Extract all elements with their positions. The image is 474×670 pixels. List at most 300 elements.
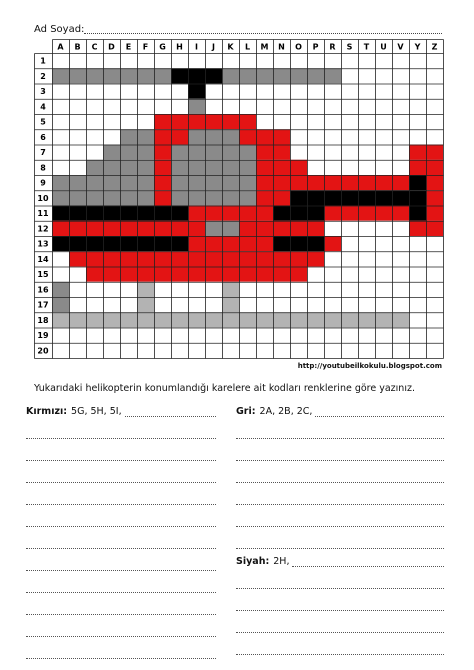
grid-cell: [137, 343, 154, 358]
grid-cell: [324, 267, 341, 282]
grid-cell: [103, 160, 120, 175]
grid-cell: [290, 114, 307, 129]
grid-cell: [341, 251, 358, 266]
grid-cell: [86, 328, 103, 343]
grid-cell: [273, 160, 290, 175]
grid-cell: [409, 343, 426, 358]
column-label: B: [74, 42, 81, 52]
column-label: R: [329, 42, 336, 52]
grid-cell: [103, 343, 120, 358]
grid-cell: [188, 84, 205, 99]
grid-cell: [222, 251, 239, 266]
grid-cell: [256, 190, 273, 205]
grid-cell: [358, 160, 375, 175]
grid-cell: [137, 68, 154, 83]
grid-cell: [375, 175, 392, 190]
grid-cell: [324, 343, 341, 358]
grid-cell: [171, 236, 188, 251]
column-label: G: [159, 42, 166, 52]
grid-cell: [341, 282, 358, 297]
grid-cell: [239, 160, 256, 175]
grid-cell: [86, 206, 103, 221]
grid-cell: [358, 328, 375, 343]
grid-cell: [171, 328, 188, 343]
grid-cell: [69, 206, 86, 221]
grid-cell: [137, 221, 154, 236]
grid-cell: [137, 160, 154, 175]
grid-cell: [137, 129, 154, 144]
grid-cell: [205, 114, 222, 129]
grid-cell: [341, 68, 358, 83]
grid-cell: [358, 282, 375, 297]
grid-cell: [307, 297, 324, 312]
grid-cell: [256, 251, 273, 266]
grid-cell: [290, 145, 307, 160]
grid-cell: [103, 236, 120, 251]
grid-cell: [341, 175, 358, 190]
grid-cell: [324, 114, 341, 129]
grid-cell: [426, 53, 443, 68]
answer-line[interactable]: [26, 439, 216, 461]
grid-cell: [307, 175, 324, 190]
grid-cell: [392, 84, 409, 99]
row-label: 3: [40, 87, 46, 97]
grid-cell: [426, 190, 443, 205]
grid-cell: [375, 129, 392, 144]
grid-cell: [103, 328, 120, 343]
answer-line[interactable]: [236, 611, 444, 633]
grid-cell: [256, 267, 273, 282]
grid-cell: [256, 129, 273, 144]
grid-cell: [409, 251, 426, 266]
grid-cell: [239, 236, 256, 251]
grid-cell: [290, 53, 307, 68]
grid-cell: [239, 129, 256, 144]
grid-cell: [375, 312, 392, 327]
grid-cell: [256, 175, 273, 190]
grid-cell: [86, 236, 103, 251]
grid-cell: [52, 312, 69, 327]
grid-cell: [239, 145, 256, 160]
grid-cell: [307, 312, 324, 327]
grid-cell: [120, 267, 137, 282]
grid-cell: [120, 114, 137, 129]
answer-line[interactable]: [236, 461, 444, 483]
grid-cell: [205, 99, 222, 114]
grid-cell: [69, 190, 86, 205]
grid-cell: [154, 145, 171, 160]
grid-cell: [392, 206, 409, 221]
grid-cell: [120, 282, 137, 297]
grid-cell: [69, 236, 86, 251]
grid-cell: [137, 175, 154, 190]
grid-cell: [86, 267, 103, 282]
grid-cell: [409, 129, 426, 144]
grid-cell: [154, 282, 171, 297]
row-label: 19: [37, 331, 49, 341]
grid-cell: [52, 206, 69, 221]
grid-cell: [256, 236, 273, 251]
grid-cell: [392, 190, 409, 205]
ad-soyad-field[interactable]: [84, 33, 442, 34]
grid-cell: [171, 145, 188, 160]
grid-cell: [69, 343, 86, 358]
answer-line[interactable]: [26, 483, 216, 505]
grid-cell: [239, 206, 256, 221]
grid-cell: [69, 84, 86, 99]
grid-cell: [205, 175, 222, 190]
grid-cell: [409, 267, 426, 282]
column-label: N: [278, 42, 285, 52]
answer-line[interactable]: [26, 461, 216, 483]
grid-cell: [324, 328, 341, 343]
grid-cell: [154, 160, 171, 175]
grid-cell: [52, 236, 69, 251]
grid-cell: [426, 175, 443, 190]
grid-cell: [188, 221, 205, 236]
grid-cell: [171, 343, 188, 358]
grid-cell: [205, 297, 222, 312]
siyah-label: Siyah:: [236, 556, 270, 567]
grid-cell: [392, 160, 409, 175]
grid-cell: [273, 190, 290, 205]
grid-cell: [137, 190, 154, 205]
kirmizi-label: Kırmızı:: [26, 406, 68, 417]
grid-cell: [324, 190, 341, 205]
grid-cell: [273, 312, 290, 327]
grid-cell: [392, 236, 409, 251]
grid-cell: [222, 282, 239, 297]
grid-cell: [69, 53, 86, 68]
grid-cell: [256, 68, 273, 83]
grid-cell: [239, 53, 256, 68]
answer-line[interactable]: [26, 505, 216, 527]
grid-cell: [358, 84, 375, 99]
row-label: 14: [37, 254, 49, 264]
grid-cell: [222, 312, 239, 327]
grid-cell: [290, 251, 307, 266]
credit-url: http://youtubeilkokulu.blogspot.com: [297, 362, 442, 370]
answer-line[interactable]: [26, 527, 216, 549]
grid-cell: [409, 190, 426, 205]
grid-cell: [205, 328, 222, 343]
grid-cell: [324, 312, 341, 327]
answer-line[interactable]: [26, 637, 216, 659]
grid-cell: [120, 236, 137, 251]
grid-cell: [103, 267, 120, 282]
grid-cell: [239, 343, 256, 358]
grid-cell: [69, 251, 86, 266]
grid-cell: [171, 297, 188, 312]
grid-cell: [392, 297, 409, 312]
grid-cell: [409, 206, 426, 221]
grid-cell: [375, 145, 392, 160]
answer-line[interactable]: [292, 557, 444, 567]
grid-cell: [273, 236, 290, 251]
grid-cell: [375, 114, 392, 129]
answer-line[interactable]: [26, 549, 216, 571]
grid-cell: [358, 68, 375, 83]
grid-cell: [358, 145, 375, 160]
grid-cell: [358, 190, 375, 205]
answer-line[interactable]: [236, 505, 444, 527]
grid-cell: [392, 68, 409, 83]
row-label: 11: [37, 209, 49, 219]
grid-cell: [137, 267, 154, 282]
grid-cell: [239, 99, 256, 114]
column-label: U: [380, 42, 387, 52]
answer-line[interactable]: [236, 527, 444, 549]
column-label: A: [57, 42, 64, 52]
grid-cell: [188, 312, 205, 327]
grid-cell: [409, 312, 426, 327]
column-label: O: [295, 42, 302, 52]
grid-cell: [324, 84, 341, 99]
grid-cell: [120, 221, 137, 236]
grid-cell: [392, 343, 409, 358]
grid-cell: [426, 84, 443, 99]
answer-line[interactable]: [26, 571, 216, 593]
grid-cell: [103, 297, 120, 312]
grid-cell: [341, 160, 358, 175]
grid-cell: [358, 99, 375, 114]
column-label: D: [108, 42, 115, 52]
grid-cell: [171, 282, 188, 297]
grid-cell: [324, 221, 341, 236]
grid-cell: [205, 221, 222, 236]
grid-cell: [171, 221, 188, 236]
answer-line[interactable]: [26, 615, 216, 637]
grid-cell: [188, 53, 205, 68]
column-label: S: [346, 42, 353, 52]
grid-cell: [239, 328, 256, 343]
grid-cell: [171, 53, 188, 68]
grid-cell: [375, 267, 392, 282]
grid-cell: [137, 145, 154, 160]
grid-cell: [290, 221, 307, 236]
grid-cell: [52, 251, 69, 266]
grid-cell: [171, 175, 188, 190]
grid-cell: [273, 145, 290, 160]
grid-cell: [409, 53, 426, 68]
grid-cell: [103, 114, 120, 129]
grid-cell: [171, 68, 188, 83]
grid-cell: [52, 53, 69, 68]
grid-cell: [290, 175, 307, 190]
grid-cell: [103, 175, 120, 190]
grid-cell: [426, 221, 443, 236]
grid-cell: [392, 175, 409, 190]
answer-line[interactable]: [236, 567, 444, 589]
grid-cell: [52, 160, 69, 175]
grid-cell: [324, 236, 341, 251]
grid-cell: [205, 129, 222, 144]
grid-cell: [103, 312, 120, 327]
grid-cell: [205, 53, 222, 68]
siyah-example: 2H,: [273, 556, 290, 567]
grid-cell: [205, 343, 222, 358]
grid-cell: [307, 221, 324, 236]
grid-cell: [239, 251, 256, 266]
grid-cell: [273, 251, 290, 266]
siyah-answer-area[interactable]: [236, 555, 444, 655]
grid-cell: [358, 312, 375, 327]
row-label: 6: [40, 132, 46, 142]
grid-cell: [273, 328, 290, 343]
grid-cell: [188, 99, 205, 114]
grid-cell: [239, 221, 256, 236]
gri-answer-area[interactable]: [236, 405, 444, 549]
column-label: F: [142, 42, 149, 52]
grid-cell: [375, 236, 392, 251]
grid-cell: [341, 145, 358, 160]
grid-cell: [69, 175, 86, 190]
grid-cell: [205, 160, 222, 175]
grid-cell: [120, 129, 137, 144]
grid-cell: [154, 221, 171, 236]
grid-cell: [154, 267, 171, 282]
grid-cell: [392, 145, 409, 160]
grid-cell: [307, 328, 324, 343]
grid-cell: [154, 53, 171, 68]
grid-cell: [137, 251, 154, 266]
grid-cell: [256, 297, 273, 312]
grid-cell: [205, 68, 222, 83]
grid-cell: [69, 221, 86, 236]
grid-cell: [222, 190, 239, 205]
grid-cell: [154, 297, 171, 312]
grid-cell: [239, 267, 256, 282]
grid-cell: [307, 206, 324, 221]
grid-cell: [375, 68, 392, 83]
grid-cell: [86, 312, 103, 327]
grid-cell: [52, 84, 69, 99]
grid-cell: [273, 206, 290, 221]
grid-cell: [375, 160, 392, 175]
grid-cell: [426, 114, 443, 129]
grid-cell: [52, 297, 69, 312]
grid-cell: [222, 267, 239, 282]
row-label: 15: [37, 270, 49, 280]
grid-cell: [324, 175, 341, 190]
grid-cell: [426, 282, 443, 297]
column-label: H: [176, 42, 183, 52]
column-label: I: [195, 42, 198, 52]
grid-cell: [273, 343, 290, 358]
grid-cell: [205, 267, 222, 282]
grid-cell: [239, 114, 256, 129]
grid-cell: [52, 221, 69, 236]
kirmizi-answer-area[interactable]: [26, 405, 216, 659]
grid-cell: [392, 221, 409, 236]
grid-cell: [69, 267, 86, 282]
grid-cell: [256, 206, 273, 221]
grid-cell: [324, 145, 341, 160]
grid-cell: [426, 206, 443, 221]
grid-cell: [426, 99, 443, 114]
grid-cell: [137, 99, 154, 114]
grid-cell: [205, 206, 222, 221]
grid-cell: [273, 99, 290, 114]
grid-cell: [120, 99, 137, 114]
grid-cell: [120, 206, 137, 221]
grid-cell: [307, 145, 324, 160]
grid-cell: [137, 328, 154, 343]
grid-cell: [256, 328, 273, 343]
grid-cell: [256, 84, 273, 99]
grid-cell: [188, 297, 205, 312]
grid-cell: [307, 160, 324, 175]
answer-line[interactable]: [26, 593, 216, 615]
grid-cell: [103, 282, 120, 297]
grid-cell: [290, 68, 307, 83]
grid-cell: [137, 312, 154, 327]
grid-cell: [120, 328, 137, 343]
grid-cell: [290, 328, 307, 343]
answer-line[interactable]: [236, 483, 444, 505]
grid-cell: [222, 297, 239, 312]
answer-line[interactable]: [236, 633, 444, 655]
grid-cell: [86, 175, 103, 190]
grid-cell: [86, 160, 103, 175]
grid-cell: [392, 129, 409, 144]
column-label: C: [91, 42, 98, 52]
grid-cell: [409, 145, 426, 160]
grid-cell: [86, 251, 103, 266]
grid-cell: [324, 206, 341, 221]
grid-cell: [171, 312, 188, 327]
answer-line[interactable]: [26, 417, 216, 439]
grid-cell: [137, 282, 154, 297]
grid-cell: [375, 343, 392, 358]
grid-cell: [154, 175, 171, 190]
grid-cell: [324, 282, 341, 297]
answer-line[interactable]: [236, 589, 444, 611]
grid-cell: [273, 175, 290, 190]
row-label: 5: [40, 117, 46, 127]
answer-line[interactable]: [315, 407, 444, 417]
grid-cell: [52, 99, 69, 114]
grid-cell: [103, 68, 120, 83]
grid-cell: [52, 267, 69, 282]
grid-cell: [86, 282, 103, 297]
grid-cell: [239, 84, 256, 99]
answer-line[interactable]: [125, 407, 216, 417]
answer-line[interactable]: [236, 439, 444, 461]
grid-cell: [290, 236, 307, 251]
grid-cell: [239, 190, 256, 205]
grid-cell: [392, 282, 409, 297]
grid-cell: [358, 297, 375, 312]
grid-cell: [358, 114, 375, 129]
grid-cell: [273, 53, 290, 68]
grid-cell: [290, 297, 307, 312]
grid-cell: [290, 84, 307, 99]
grid-cell: [154, 328, 171, 343]
grid-cell: [171, 160, 188, 175]
grid-cell: [154, 312, 171, 327]
answer-line[interactable]: [236, 417, 444, 439]
grid-cell: [358, 129, 375, 144]
grid-cell: [307, 114, 324, 129]
grid-cell: [375, 84, 392, 99]
grid-cell: [188, 190, 205, 205]
grid-cell: [86, 297, 103, 312]
kirmizi-example: 5G, 5H, 5I,: [71, 406, 122, 417]
grid-cell: [341, 114, 358, 129]
row-label: 16: [37, 285, 49, 295]
grid-cell: [307, 129, 324, 144]
